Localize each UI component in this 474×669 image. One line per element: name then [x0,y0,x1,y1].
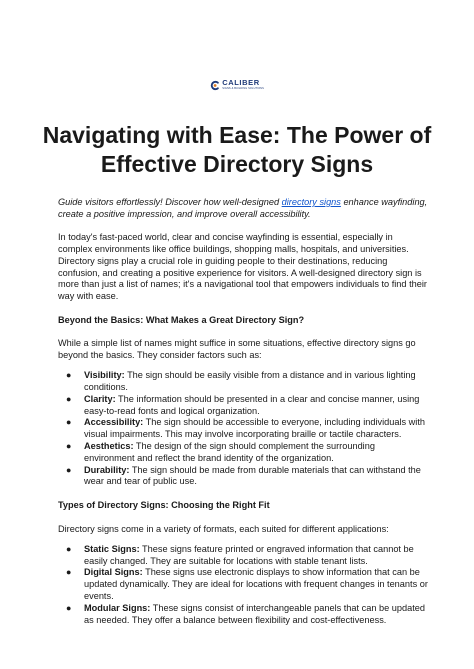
logo-mark-icon [210,80,220,91]
section-heading-types: Types of Directory Signs: Choosing the Right Fit [58,500,270,511]
intro-paragraph [58,197,428,221]
article-body [58,197,428,638]
list-item [58,544,428,568]
bullet-icon: ● [66,370,72,381]
list-item [58,370,428,394]
list-item [58,394,428,418]
list-item [58,567,428,602]
title-line-2: Effective Directory Signs [100,150,374,177]
list-item-term: Visibility: [84,370,125,381]
logo-wordmark [222,79,264,90]
paragraph-wayfinding: In today's fast-paced world, clear and concise wayfinding is essential, especially in complex environments like office buildings, shopping malls, hospitals, and universities. Directory signs play a crucial role in guiding people to their destinations, reducing confusion, and creating a positive experience for visitors. A well-designed directory sign is more than just a list of names; it's a navigational tool that empowers individuals to find their way with ease. [58,232,427,302]
list-item-text: These signs use electronic displays to show information that can be updated dynamically. They are ideal for locations with frequent changes in tenants or events. [84,567,428,602]
list-item-term: Accessibility: [84,417,144,428]
section-heading-great-sign: Beyond the Basics: What Makes a Great Directory Sign? [58,314,305,325]
list-item-text: The sign should be accessible to everyone, including individuals with visual impairments. This may involve incorporating braille or tactile characters. [84,417,425,440]
bullet-icon: ● [66,464,72,475]
paragraph-types-intro: Directory signs come in a variety of formats, each suited for different applications: [58,523,389,534]
list-item-term: Clarity: [84,393,116,404]
bullet-icon: ● [66,440,72,451]
company-logo [210,78,264,92]
list-item [58,441,428,465]
bullet-icon: ● [66,417,72,428]
intro-text-before: Guide visitors effortlessly! Discover how well-designed [58,197,282,207]
list-item-text: The sign should be easily visible from a distance and in various lighting conditions. [84,370,416,392]
list-item-term: Durability: [84,464,130,475]
title-line-1: Navigating with Ease: The Power of [42,122,432,148]
list-item-text: These signs consist of interchangeable panels that can be updated as needed. They offer a balance between flexibility and cost-effectiveness. [84,602,425,625]
list-item [58,417,428,441]
factors-list [58,370,428,488]
list-item-term: Modular Signs: [84,602,151,613]
bullet-icon: ● [66,567,72,578]
intro-text-after: enhance wayfinding, create a positive impression, and improve overall accessibility. [58,197,428,219]
list-item-term: Static Signs: [84,543,140,554]
bullet-icon: ● [66,543,72,554]
list-item-text: The sign should be made from durable materials that can withstand the wear and tear of public use. [84,464,421,487]
list-item-term: Digital Signs: [84,567,143,578]
list-item [58,603,428,627]
list-item-term: Aesthetics: [84,440,134,451]
directory-signs-link[interactable]: directory signs [281,197,341,207]
paragraph-factors-intro: While a simple list of names might suffice in some situations, effective directory signs go beyond the basics. They consider factors such as: [58,337,416,360]
page-title [0,121,474,178]
bullet-icon: ● [66,393,72,404]
list-item-text: These signs feature printed or engraved information that cannot be easily changed. They are suitable for locations with stable tenant lists. [84,543,414,566]
list-item-text: The design of the sign should complement the surrounding environment and reflect the brand identity of the organization. [84,440,375,463]
logo-tagline: SIGNS & BUILDING SOLUTIONS [222,86,264,90]
types-list [58,544,428,627]
logo-name: CALIBER [222,78,260,88]
bullet-icon: ● [66,602,72,613]
list-item-text: The information should be presented in a clear and concise manner, using easy-to-read fonts and logical organization. [84,393,420,416]
list-item [58,465,428,489]
